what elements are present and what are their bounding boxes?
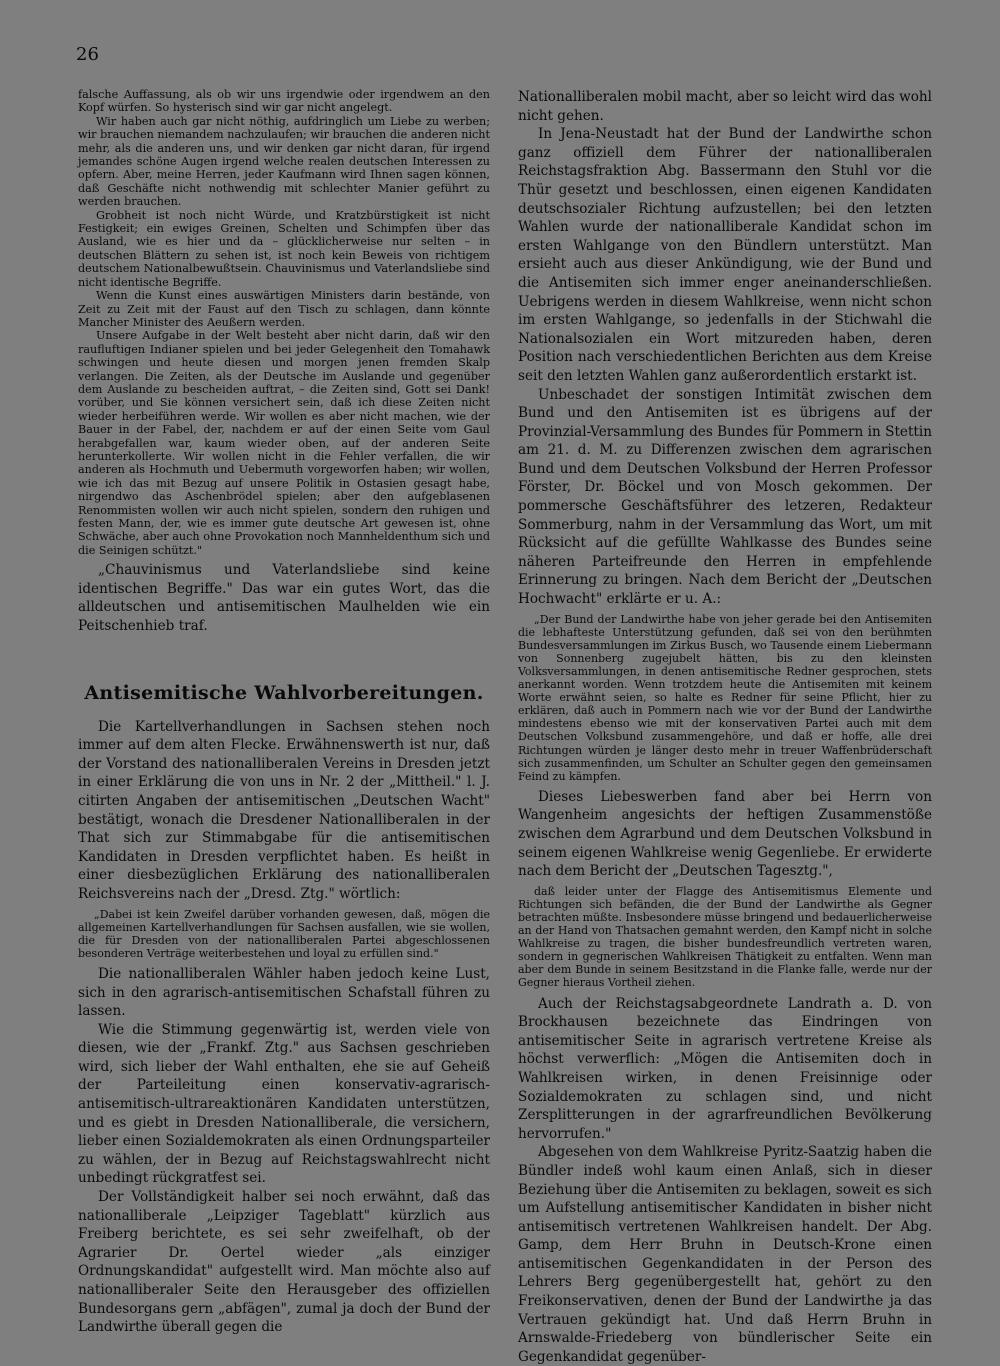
paragraph: Nationalliberalen mobil macht, aber so leicht wird das wohl nicht gehen. <box>518 89 932 124</box>
paragraph: Der Vollständigkeit halber sei noch erwähnt, daß das nationalliberale „Leipziger Tageblatt" kürzlich aus Freiberg berichtete, es sei sehr zweifelhaft, ob der Agrarier Dr. Oertel wieder „als einziger Ordnungskandidat" aufgestellt wird. Man möchte also auf nationalliberaler Seite den Herausgeber des offiziellen Bundesorgans gern „abfägen", zumal ja doch der Bund der Landwirthe überall gegen die <box>78 1189 490 1336</box>
paragraph: Die Kartellverhandlungen in Sachsen stehen noch immer auf dem alten Flecke. Erwähnenswerth ist nur, daß der Vorstand des nationalliberalen Vereins in Dresden jetzt in einer Erklärung die von uns in Nr. 2 der „Mittheil." l. J. citirten Angaben der antisemitischen „Deutschen Wacht" bestätigt, wonach die Dresdener Nationalliberalen in der That sich zur Stimmabgabe für die antisemitischen Kandidaten in Dresden verpflichtet haben. Es heißt in einer diesbezüglichen Erklärung des nationalliberalen Reichsvereins nach der „Dresd. Ztg." wörtlich: <box>78 718 490 902</box>
paragraph: Unsere Aufgabe in der Welt besteht aber nicht darin, daß wir den raufluftigen Indianer spielen und bei jeder Gelegenheit den Tomahawk schwingen und heute diesen und morgen jenen fremden Skalp verlangen. Die Zeiten, als der Deutsche im Auslande und gegenüber dem Auslande zu bescheiden auftrat, – die Zeiten sind, Gott sei Dank! vorüber, und Sie können versichert sein, daß ich diese Zeiten nicht wieder herbeiführen werde. Wir wollen es aber nicht machen, wie der Bauer in der Fabel, der, nachdem er auf der einen Seite vom Gaul herabgefallen war, kaum wieder oben, auf der anderen Seite herunterkollerte. Wir wollen nicht in die Fehler verfallen, die wir anderen als Hochmuth und Uebermuth vorgeworfen haben; wir wollen, wie ich das mit Bezug auf unsere Politik in Ostasien gesagt habe, nirgendwo das Aschenbrödel spielen; aber den aufgeblasenen Renommisten wollen wir auch nicht spielen, sondern den ruhigen und festen Mann, der, wie es immer gute deutsche Art gewesen ist, ohne Schwäche, aber auch ohne Provokation noch Mannheldenthum sich und die Seinigen schützt." <box>78 329 490 557</box>
paragraph: Auch der Reichstagsabgeordnete Landrath a. D. von Brockhausen bezeichnete das Eindringen von antisemitischer Seite in agrarisch vertretene Kreise als höchst verwerflich: „Mögen die Antisemiten doch in Wahlkreisen wirken, in denen Freisinnige oder Sozialdemokraten zu schlagen sind, und nicht Zersplitterungen in der agrarfreundlichen Bevölkerung hervorrufen." <box>518 995 932 1142</box>
block-quote: daß leider unter der Flagge des Antisemitismus Elemente und Richtungen sich befänden, die der Bund der Landwirthe als Gegner betrachten müßte. Insbesondere müsse bringend und bedauerlicherweise an der Hand von Thatsachen gemahnt werden, den Kampf nicht in solche Wahlkreise zu tragen, die bisher bundesfreundlich vertreten waren, sondern in gegnerischen Wahlkreisen Thätigkeit zu entfalten. Wenn man aber dem Bunde in seinem Besitzstand in die Flanke falle, werde nur der Gegner hieraus Vortheil ziehen. <box>518 884 932 990</box>
paragraph: Wie die Stimmung gegenwärtig ist, werden viele von diesen, wie der „Frankf. Ztg." aus Sachsen geschrieben wird, sich lieber der Wahl enthalten, ehe sie auf Geheiß der Parteileitung einen konservativ-agrarisch-antisemitisch-ultrareaktionären Kandidaten unterstützen, und es giebt in Dresden Nationalliberale, die versichern, lieber einen Sozialdemokraten als einen Ordnungsparteiler zu wählen, der in Bezug auf Reichstagswahlrecht nicht unbedingt rückgratfest sei. <box>78 1021 490 1187</box>
paragraph: „Chauvinismus und Vaterlandsliebe sind keine identischen Begriffe." Das war ein gutes Wort, das die alldeutschen und antisemitischen Maulhelden wie ein Peitschenhieb traf. <box>78 562 490 634</box>
paragraph: Wir haben auch gar nicht nöthig, aufdringlich um Liebe zu werben; wir brauchen niemandem nachzulaufen; wir brauchen die anderen nicht mehr, als die anderen uns, und wir denken gar nicht daran, für irgend jemandes schöne Augen irgend welche realen deutschen Interessen zu opfern. Aber, meine Herren, jeder Kaufmann wird Ihnen sagen können, daß Geschäfte nicht nothwendig mit schlechter Manier geführt zu werden brauchen. <box>78 114 490 209</box>
block-quote: „Der Bund der Landwirthe habe von jeher gerade bei den Antisemiten die lebhafteste Unterstützung gefunden, daß sei von den berühmten Bundesversammlungen im Zirkus Busch, wo Tausende einem Liebermann von Sonnenberg zugejubelt hätten, bis zu den kleinsten Volksversammlungen, in denen antisemitische Redner gesprochen, stets anerkannt worden. Wenn trotzdem heute die Antisemiten mit keinem Worte erwähnt seien, so halte es Redner für seine Pflicht, hier zu erklären, daß auch in Pommern nach wie vor der Bund der Landwirthe mindestens ebenso wie mit der konservativen Partei auch mit dem Deutschen Volksbund zusammengehöre, und daß er hoffe, alle drei Richtungen würden je länger desto mehr in treuer Waffenbrüderschaft sich zusammenfinden, um Schulter an Schulter gegen den gemeinsamen Feind zu kämpfen. <box>518 612 932 783</box>
block-quote: „Dabei ist kein Zweifel darüber vorhanden gewesen, daß, mögen die allgemeinen Kartellverhandlungen für Sachsen ausfallen, wie sie wollen, die für Dresden von der nationalliberalen Partei abgeschlossenen besonderen Verträge weiterbestehen und loyal zu erfüllen sind." <box>78 907 490 960</box>
left-column <box>78 88 490 1337</box>
paragraph: Grobheit ist noch nicht Würde, und Kratzbürstigkeit ist nicht Festigkeit; ein ewiges Greinen, Schelten und Schimpfen über das Ausland, wie es hier und da – glücklicherweise nur selten – in deutschen Blättern zu sehen ist, ist noch kein Beweis von richtigem deutschem Nationalbewußtsein. Chauvinismus und Vaterlandsliebe sind nicht identische Begriffe. <box>78 208 490 289</box>
page-number: 26 <box>76 44 99 65</box>
section-heading: Antisemitische Wahlvorbereitungen. <box>84 681 484 704</box>
paragraph: In Jena-Neustadt hat der Bund der Landwirthe schon ganz offiziell dem Führer der nationalliberalen Reichstagsfraktion Abg. Bassermann den Stuhl vor die Thür gesetzt und beschlossen, einen eigenen Kandidaten deutschsozialer Richtung aufzustellen; bei den letzten Wahlen wurde der nationalliberale Kandidat schon im ersten Wahlgange von den Bündlern unterstützt. Man ersieht auch aus dieser Ankündigung, wie der Bund und die Antisemiten sich immer enger aneinanderschließen. Uebrigens werden in diesem Wahlkreise, wenn nicht schon im ersten Wahlgange, so jedenfalls in der Stichwahl die Nationalsozialen ein Wort mitzureden haben, deren Position nach verschiedentlichen Berichten aus dem Kreise seit den letzten Wahlen ganz außerordentlich erstarkt ist. <box>518 126 932 384</box>
paragraph: Dieses Liebeswerben fand aber bei Herrn von Wangenheim angesichts der heftigen Zusammenstöße zwischen dem Agrarbund und dem Deutschen Volksbund in seinem eigenen Wahlkreise wenig Gegenliebe. Er erwiderte nach dem Bericht der „Deutschen Tagesztg.", <box>518 788 932 880</box>
paragraph: Unbeschadet der sonstigen Intimität zwischen dem Bund und den Antisemiten ist es übrigens auf der Provinzial-Versammlung des Bundes für Pommern in Stettin am 21. d. M. zu Differenzen zwischen dem agrarischen Bund und dem Deutschen Volksbund der Herren Professor Förster, Dr. Böckel und von Mosch gekommen. Der pommersche Geschäftsführer des letzeren, Redakteur Sommerburg, nahm in der Versammlung das Wort, um mit Rücksicht auf die gefüllte Wahlkasse des Bundes seine näheren Parteifreunde den Herren in empfehlende Erinnerung zu bringen. Nach dem Bericht der „Deutschen Hochwacht" erklärte er u. A.: <box>518 386 932 608</box>
paragraph: Wenn die Kunst eines auswärtigen Ministers darin bestände, von Zeit zu Zeit mit der Faust auf den Tisch zu schlagen, dann könnte Mancher Minister des Aeußern werden. <box>78 289 490 329</box>
paragraph: Die nationalliberalen Wähler haben jedoch keine Lust, sich in den agrarisch-antisemitischen Schafstall führen zu lassen. <box>78 965 490 1020</box>
paragraph: Abgesehen von dem Wahlkreise Pyritz-Saatzig haben die Bündler indeß wohl kaum einen Anlaß, sich in dieser Beziehung über die Antisemiten zu beklagen, soweit es sich um Aufstellung antisemitischer Kandidaten in bisher nicht antisemitisch vertretenen Wahlkreisen handelt. Der Abg. Gamp, dem Herr Bruhn in Deutsch-Krone einen antisemitischen Gegenkandidaten in der Person des Lehrers Berg gegenübergestellt hat, gehört zu den Freikonservativen, denen der Bund der Landwirthe ja das Vertrauen gekündigt hat. Und daß Herrn Bruhn in Arnswalde-Friedeberg von bündlerischer Seite ein Gegenkandidat gegenüber- <box>518 1144 932 1365</box>
paragraph: falsche Auffassung, als ob wir uns irgendwie oder irgendwem an den Kopf würfen. So hysterisch sind wir gar nicht angelegt. <box>78 88 490 115</box>
right-column <box>518 88 932 1366</box>
